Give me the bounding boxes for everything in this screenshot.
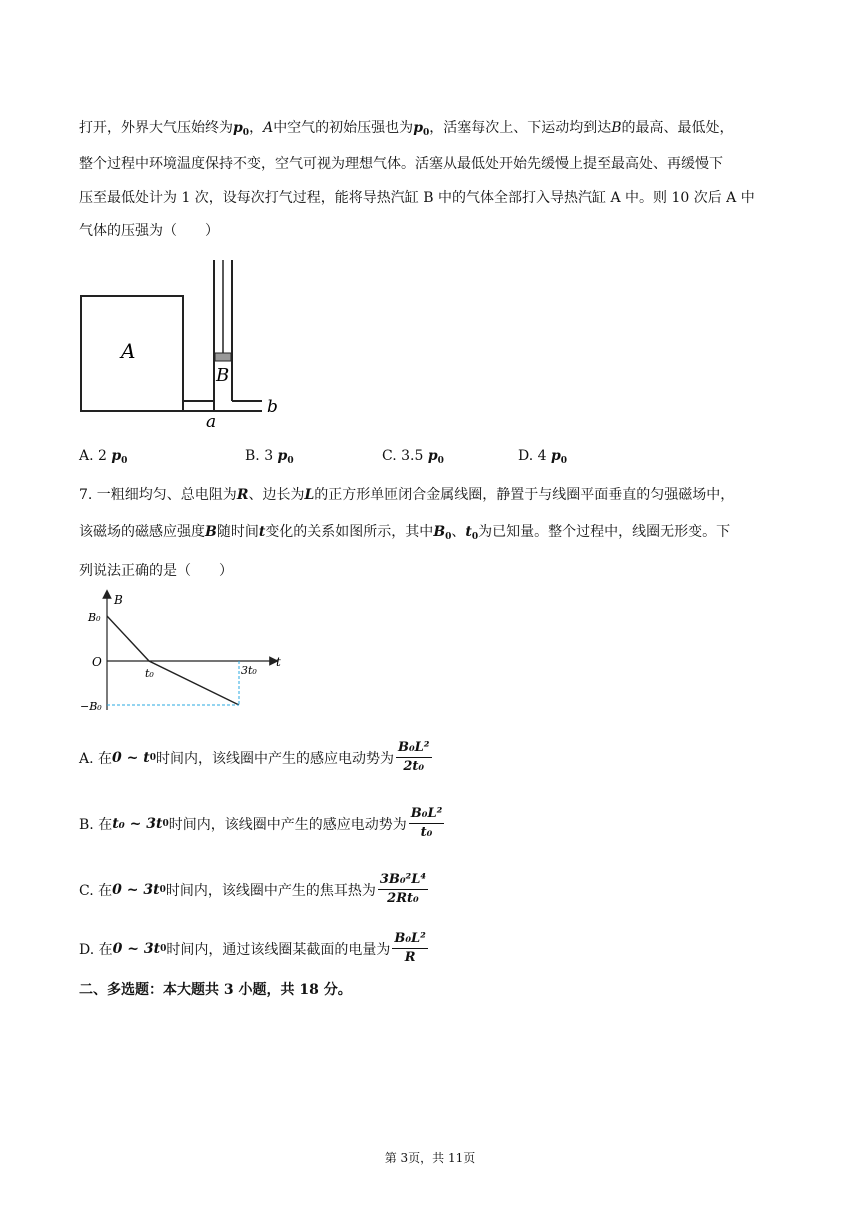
- section-heading-multi-choice: 二、多选题：本大题共 3 小题，共 18 分。: [79, 982, 352, 998]
- q6-line-1: 打开，外界大气压始终为$p_0$，A中空气的初始压强也为$p_0$，活塞每次上、下运动均到达B的最高、最低处，: [79, 120, 734, 138]
- q7-c-fraction: $\frac{\text{3B₀²L⁴}}{\text{2Rt₀}}$: [379, 872, 427, 906]
- q6-line-4: 气体的压强为（ ）: [79, 223, 219, 239]
- q7-a-fraction: $\frac{\text{B₀L²}}{\text{2t₀}}$: [397, 740, 430, 774]
- page-footer: 第 3页，共 11页: [384, 1151, 476, 1165]
- origin-label: O: [92, 655, 102, 669]
- label-a-valve: a: [206, 412, 217, 432]
- b-t-graph: [74, 588, 294, 718]
- q7-d-fraction: $\frac{\text{B₀L²}}{R}$: [394, 931, 426, 965]
- q7-line-1: 7. 一粗细均匀、总电阻为R、边长为L的正方形单匝闭合金属线圈，静置于与线圈平面垂直的匀强磁场中，: [79, 487, 735, 503]
- q6-option-c: C. 3.5 $p_0$: [382, 448, 444, 466]
- q6-option-a: A. 2 $p_0$: [79, 448, 128, 466]
- q7-option-c: C. 在 0 ~ 3t 0 时间内，该线圈中产生的焦耳热为 $\frac{\text{3B₀²L⁴}}{\text{2Rt₀}}$: [79, 872, 427, 906]
- q7-line-2: 该磁场的磁感应强度B随时间t变化的关系如图所示，其中$B_0$、$t_0$为已知量。整个过程中，线圈无形变。下: [79, 524, 731, 542]
- x-t0-label: t₀: [145, 667, 154, 680]
- x-3t0-label: 3t₀: [241, 664, 257, 677]
- piston: [215, 353, 231, 361]
- q7-line-3: 列说法正确的是（ ）: [79, 563, 233, 579]
- connector-pipe: [183, 401, 214, 411]
- q7-option-a: A. 在 0 ~ t 0 时间内，该线圈中产生的感应电动势为 $\frac{\text{B₀L²}}{\text{2t₀}}$: [79, 740, 430, 774]
- cylinder-figure: [70, 255, 290, 435]
- outlet-pipe: [220, 401, 262, 411]
- q7-option-b: B. 在 t₀ ~ 3t 0 时间内，该线圈中产生的感应电动势为 $\frac{\text{B₀L²}}{\text{t₀}}$: [79, 806, 443, 840]
- q6-option-d: D. 4 $p_0$: [518, 448, 568, 466]
- q6-line-3: 压至最低处计为 1 次，设每次打气过程，能将导热汽缸 B 中的气体全部打入导热汽缸 A 中。则 10 次后 A 中: [79, 190, 755, 206]
- label-a-cylinder: A: [121, 339, 136, 363]
- q6-line-2: 整个过程中环境温度保持不变，空气可视为理想气体。活塞从最低处开始先缓慢上提至最高处、再缓慢下: [79, 156, 723, 172]
- y-bottom-label: −B₀: [80, 700, 102, 713]
- y-axis-label: B: [114, 593, 123, 607]
- x-axis-label: t: [276, 655, 281, 669]
- y-top-label: B₀: [88, 611, 101, 624]
- label-b-cylinder: B: [216, 365, 230, 386]
- q6-option-b: B. 3 $p_0$: [245, 448, 294, 466]
- q7-option-d: D. 在 0 ~ 3t 0 时间内，通过该线圈某截面的电量为 $\frac{\text{B₀L²}}{R}$: [79, 931, 426, 965]
- label-b-valve: b: [267, 397, 278, 417]
- q7-b-fraction: $\frac{\text{B₀L²}}{\text{t₀}}$: [410, 806, 443, 840]
